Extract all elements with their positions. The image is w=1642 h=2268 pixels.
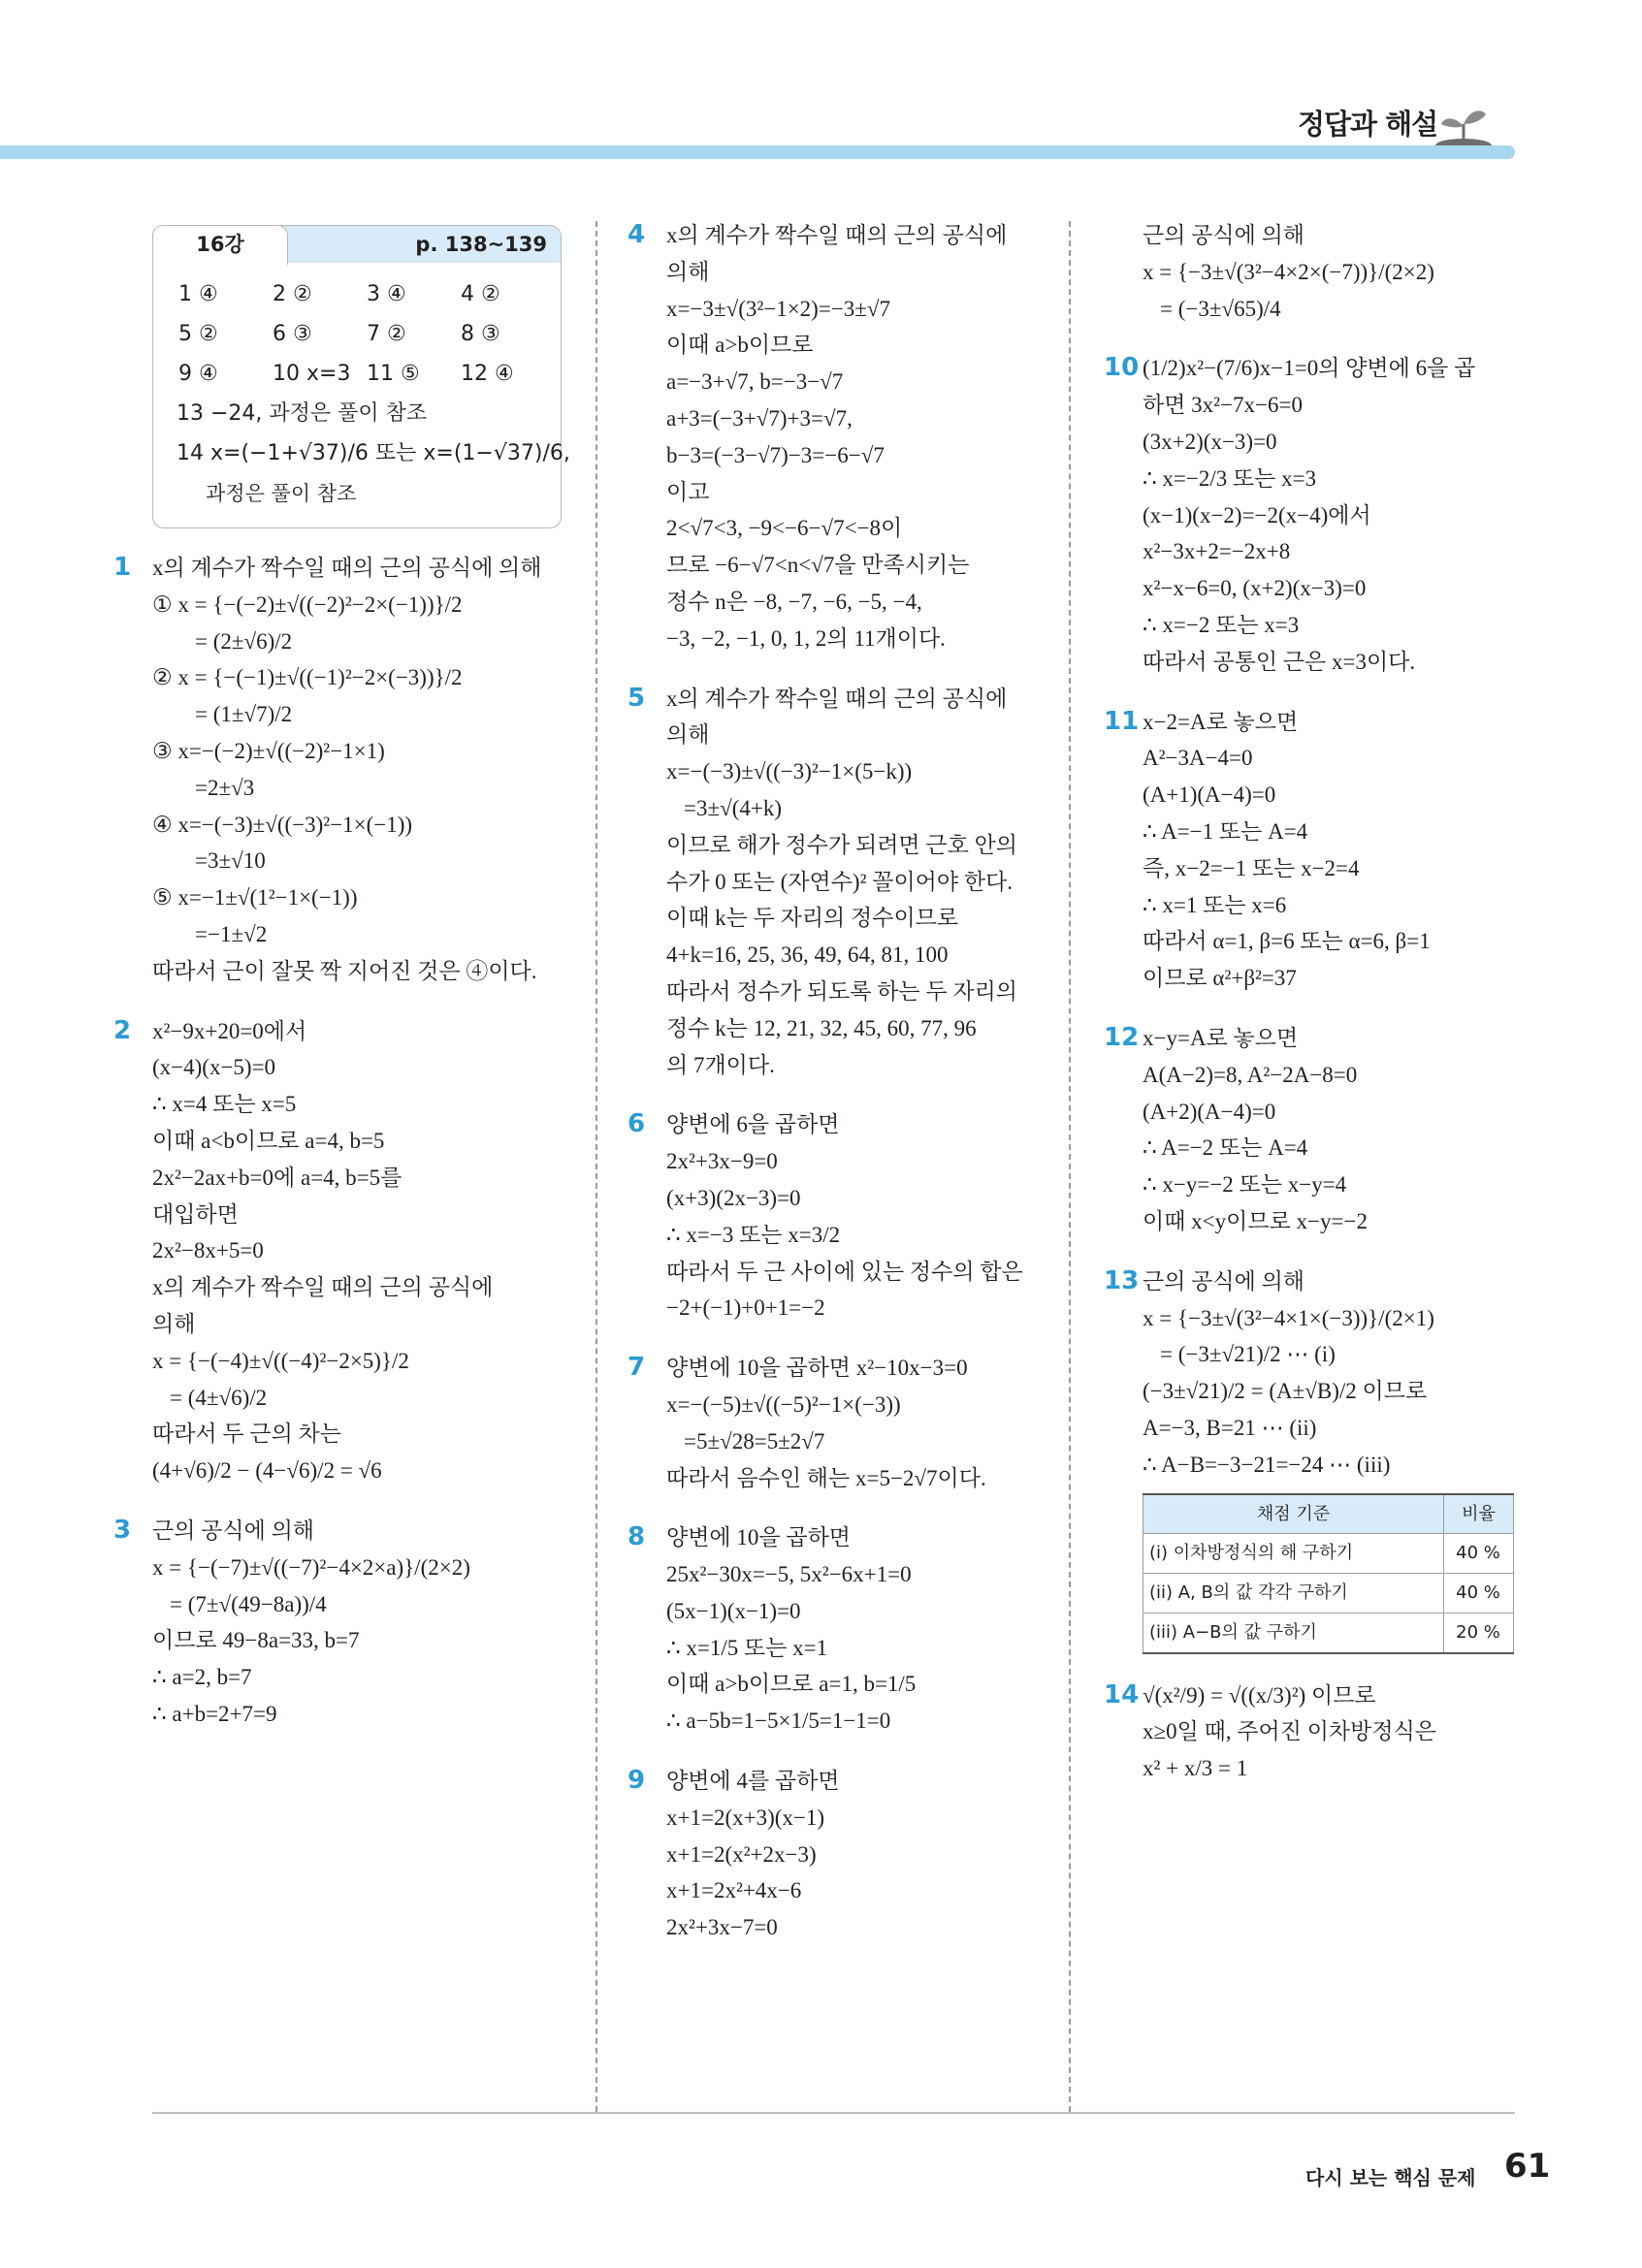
solution-line: 정수 k는 12, 21, 32, 45, 60, 77, 96 bbox=[666, 1015, 977, 1040]
solution-line: 따라서 근이 잘못 짝 지어진 것은 ④이다. bbox=[152, 958, 537, 983]
solution-line: ∴ A=−1 또는 A=4 bbox=[1143, 818, 1308, 844]
problem-number: 6 bbox=[628, 1109, 646, 1139]
solution-line: x²−9x+20=0에서 bbox=[152, 1018, 307, 1043]
grading-ratio: 40 % bbox=[1444, 1574, 1514, 1613]
answer-box-header bbox=[153, 226, 561, 263]
solution-line: x+1=2(x+3)(x−1) bbox=[666, 1805, 825, 1830]
answer-row bbox=[178, 274, 561, 314]
solution-line: =2±√3 bbox=[195, 775, 255, 800]
answer-cell: 5 ② bbox=[178, 322, 218, 346]
solution-line: A=−3, B=21 ⋯ (ii) bbox=[1143, 1415, 1317, 1440]
solution-line: ∴ a=2, b=7 bbox=[152, 1665, 252, 1690]
solution-line: x≥0일 때, 주어진 이차방정식은 bbox=[1143, 1719, 1437, 1744]
solution-line: 이때 a<b이므로 a=4, b=5 bbox=[152, 1128, 385, 1153]
solution-line: x−2=A로 놓으면 bbox=[1143, 709, 1299, 734]
solution-line: ∴ x=−2 또는 x=3 bbox=[1143, 612, 1300, 637]
solution-line: 이때 x<y이므로 x−y=−2 bbox=[1143, 1208, 1368, 1233]
solution-4 bbox=[628, 217, 1049, 657]
solution-line: 이므로 해가 정수가 되려면 근호 안의 bbox=[666, 832, 1018, 857]
solution-line: 므로 −6−√7<n<√7을 만족시키는 bbox=[666, 553, 970, 578]
answer-row bbox=[178, 354, 561, 394]
answer-summary-box bbox=[152, 225, 570, 528]
column-2 bbox=[628, 217, 1049, 1969]
table-row bbox=[1143, 1613, 1514, 1652]
solution-line: x²−x−6=0, (x+2)(x−3)=0 bbox=[1143, 576, 1367, 601]
solution-line: 이때 a>b이므로 bbox=[666, 333, 814, 358]
solution-line: 4+k=16, 25, 36, 49, 64, 81, 100 bbox=[666, 942, 949, 968]
answer-cell: 1 ④ bbox=[178, 282, 218, 306]
solution-line: 이때 a>b이므로 a=1, b=1/5 bbox=[666, 1672, 917, 1697]
solution-5 bbox=[628, 681, 1049, 1084]
solution-line: x=−3±√(3²−1×2)=−3±√7 bbox=[666, 296, 891, 321]
grading-criterion: (i) 이차방정식의 해 구하기 bbox=[1143, 1534, 1444, 1574]
solution-line: ∴ a+b=2+7=9 bbox=[152, 1701, 277, 1726]
solution-line: 의해 bbox=[666, 259, 710, 284]
solution-line: b−3=(−3−√7)−3=−6−√7 bbox=[666, 442, 885, 467]
solution-line: ∴ x=−3 또는 x=3/2 bbox=[666, 1222, 841, 1247]
solution-line: x+1=2(x²+2x−3) bbox=[666, 1841, 817, 1867]
answer-cell: 7 ② bbox=[367, 322, 406, 346]
answer-cell: 10 x=3 bbox=[273, 362, 351, 386]
solution-line: 2x²+3x−7=0 bbox=[666, 1915, 778, 1940]
answer-13: 13 −24, 과정은 풀이 참조 bbox=[177, 401, 428, 426]
solution-line: ∴ x=1 또는 x=6 bbox=[1143, 892, 1287, 917]
answer-cell: 3 ④ bbox=[367, 282, 406, 306]
problem-number: 13 bbox=[1104, 1265, 1140, 1295]
grading-criterion: (iii) A−B의 값 구하기 bbox=[1143, 1613, 1444, 1652]
solution-line: x=−(−5)±√((−5)²−1×(−3)) bbox=[666, 1391, 901, 1417]
solution-line: x²−3x+2=−2x+8 bbox=[1143, 539, 1291, 564]
solution-line: √(x²/9) = √((x/3)²) 이므로 bbox=[1143, 1682, 1376, 1708]
solution-line: 의해 bbox=[152, 1311, 196, 1336]
solution-line: 의 7개이다. bbox=[666, 1052, 775, 1077]
problem-number: 14 bbox=[1104, 1679, 1140, 1709]
solution-7 bbox=[628, 1350, 1049, 1496]
solution-line: ① x = {−(−2)±√((−2)²−2×(−1))}/2 bbox=[152, 591, 463, 617]
answer-cell: 9 ④ bbox=[178, 362, 218, 386]
grading-table bbox=[1143, 1493, 1514, 1654]
solution-line: A²−3A−4=0 bbox=[1143, 746, 1253, 771]
solution-line: ∴ x=−2/3 또는 x=3 bbox=[1143, 465, 1317, 491]
solution-10 bbox=[1104, 350, 1515, 680]
answer-cell: 8 ③ bbox=[461, 322, 500, 346]
solution-line: A(A−2)=8, A²−2A−8=0 bbox=[1143, 1062, 1358, 1087]
solution-13 bbox=[1104, 1263, 1515, 1654]
solution-11 bbox=[1104, 704, 1515, 997]
answer-cell: 12 ④ bbox=[461, 362, 514, 386]
grading-ratio: 40 % bbox=[1444, 1534, 1514, 1574]
solution-line: 2<√7<3, −9<−6−√7<−8이 bbox=[666, 516, 903, 541]
solution-line: ∴ a−5b=1−5×1/5=1−1=0 bbox=[666, 1709, 891, 1734]
solution-line: 근의 공식에 의해 bbox=[1143, 223, 1305, 247]
problem-number: 12 bbox=[1104, 1022, 1140, 1052]
solution-line: 2x²+3x−9=0 bbox=[666, 1149, 778, 1174]
column-3 bbox=[1104, 217, 1515, 1810]
problem-number: 10 bbox=[1104, 353, 1140, 383]
solution-line: = (−3±√21)/2 ⋯ (i) bbox=[1160, 1342, 1336, 1367]
solution-line: = (1±√7)/2 bbox=[195, 702, 293, 727]
solution-line: = (7±√(49−8a))/4 bbox=[170, 1591, 327, 1616]
solution-8 bbox=[628, 1519, 1049, 1740]
solution-line: −2+(−1)+0+1=−2 bbox=[666, 1295, 825, 1321]
solution-line: x의 계수가 짝수일 때의 근의 공식에 bbox=[666, 223, 1008, 247]
solution-line: (1/2)x²−(7/6)x−1=0의 양변에 6을 곱 bbox=[1143, 356, 1476, 381]
solution-line: 따라서 음수인 해는 x=5−2√7이다. bbox=[666, 1465, 986, 1490]
solution-line: 2x²−2ax+b=0에 a=4, b=5를 bbox=[152, 1165, 402, 1190]
solution-line: x=−(−3)±√((−3)²−1×(5−k)) bbox=[666, 759, 913, 784]
solution-line: 이므로 49−8a=33, b=7 bbox=[152, 1628, 360, 1653]
problem-number: 8 bbox=[628, 1522, 646, 1552]
solution-line: =3±√(4+k) bbox=[684, 795, 783, 820]
solution-line: 대입하면 bbox=[152, 1201, 239, 1227]
problem-number: 7 bbox=[628, 1353, 646, 1383]
solution-line: =3±√10 bbox=[195, 848, 266, 874]
grading-header-ratio: 비율 bbox=[1444, 1494, 1514, 1534]
answer-grid bbox=[153, 263, 561, 394]
solution-line: 이고 bbox=[666, 479, 710, 504]
solution-line: ④ x=−(−3)±√((−3)²−1×(−1)) bbox=[152, 812, 413, 837]
solution-line: a+3=(−3+√7)+3=√7, bbox=[666, 405, 853, 431]
solution-line: 따라서 공통인 근은 x=3이다. bbox=[1143, 649, 1416, 674]
table-row bbox=[1143, 1574, 1514, 1613]
table-row bbox=[1143, 1534, 1514, 1574]
footer-rule bbox=[152, 2112, 1515, 2114]
solution-line: x = {−(−4)±√((−4)²−2×5)}/2 bbox=[152, 1348, 409, 1373]
problem-number: 3 bbox=[113, 1515, 132, 1545]
solution-line: (x−1)(x−2)=−2(x−4)에서 bbox=[1143, 502, 1371, 527]
solution-line: 25x²−30x=−5, 5x²−6x+1=0 bbox=[666, 1562, 912, 1587]
solution-line: 이므로 α²+β²=37 bbox=[1143, 966, 1297, 991]
solution-line: −3, −2, −1, 0, 1, 2의 11개이다. bbox=[666, 625, 946, 651]
solution-line: (A+2)(A−4)=0 bbox=[1143, 1099, 1276, 1124]
solution-3 bbox=[113, 1513, 579, 1733]
solution-line: 양변에 6을 곱하면 bbox=[666, 1112, 840, 1137]
solution-line: 근의 공식에 의해 bbox=[152, 1517, 315, 1543]
solution-line: x = {−3±√(3²−4×1×(−3))}/(2×1) bbox=[1143, 1305, 1434, 1330]
solution-line: 따라서 두 근 사이에 있는 정수의 합은 bbox=[666, 1259, 1023, 1284]
solution-line: ∴ x=1/5 또는 x=1 bbox=[666, 1635, 828, 1660]
solution-line: 양변에 10을 곱하면 bbox=[666, 1525, 852, 1550]
solution-12 bbox=[1104, 1020, 1515, 1240]
solution-line: x = {−(−7)±√((−7)²−4×2×a)}/(2×2) bbox=[152, 1554, 470, 1580]
solution-line: x² + x/3 = 1 bbox=[1143, 1756, 1248, 1781]
solution-line: (4+√6)/2 − (4−√6)/2 = √6 bbox=[152, 1458, 382, 1484]
solution-line: x의 계수가 짝수일 때의 근의 공식에 의해 bbox=[152, 556, 542, 580]
solution-line: =−1±√2 bbox=[195, 921, 268, 946]
solution-6 bbox=[628, 1106, 1049, 1326]
solution-line: (x−4)(x−5)=0 bbox=[152, 1055, 276, 1080]
solution-9 bbox=[628, 1763, 1049, 1946]
solution-line: =5±√28=5±2√7 bbox=[684, 1428, 825, 1453]
solution-line: (3x+2)(x−3)=0 bbox=[1143, 429, 1277, 454]
solution-line: 의해 bbox=[666, 722, 710, 748]
solution-line: 즉, x−2=−1 또는 x−2=4 bbox=[1143, 855, 1360, 880]
solution-line: = (4±√6)/2 bbox=[170, 1385, 268, 1410]
solution-line: ∴ A−B=−3−21=−24 ⋯ (iii) bbox=[1143, 1452, 1391, 1477]
solution-9-continued bbox=[1143, 217, 1515, 327]
solution-line: 근의 공식에 의해 bbox=[1143, 1268, 1305, 1294]
solution-line: ② x = {−(−1)±√((−1)²−2×(−3))}/2 bbox=[152, 665, 463, 690]
page-reference: p. 138~139 bbox=[415, 233, 547, 256]
lesson-tab: 16강 bbox=[152, 225, 288, 265]
solution-line: = (−3±√65)/4 bbox=[1160, 296, 1281, 321]
grading-ratio: 20 % bbox=[1444, 1613, 1514, 1652]
solution-line: 따라서 정수가 되도록 하는 두 자리의 bbox=[666, 978, 1018, 1004]
column-divider-1 bbox=[596, 221, 597, 2112]
solution-line: (5x−1)(x−1)=0 bbox=[666, 1598, 801, 1623]
column-1 bbox=[113, 225, 579, 1756]
solution-1 bbox=[113, 550, 579, 990]
answer-14-note: 과정은 풀이 참조 bbox=[206, 482, 357, 505]
solution-line: 수가 0 또는 (자연수)² 꼴이어야 한다. bbox=[666, 869, 1014, 894]
grading-criterion: (ii) A, B의 값 각각 구하기 bbox=[1143, 1574, 1444, 1613]
solution-line: = (2±√6)/2 bbox=[195, 628, 293, 654]
solution-line: (x+3)(2x−3)=0 bbox=[666, 1185, 801, 1210]
grading-header-criteria: 채점 기준 bbox=[1143, 1494, 1444, 1534]
solution-line: 양변에 10을 곱하면 x²−10x−3=0 bbox=[666, 1356, 968, 1381]
solution-line: (A+1)(A−4)=0 bbox=[1143, 783, 1276, 808]
solution-line: x = {−3±√(3²−4×2×(−7))}/(2×2) bbox=[1143, 259, 1434, 284]
solution-2 bbox=[113, 1013, 579, 1489]
solution-line: ∴ x−y=−2 또는 x−y=4 bbox=[1143, 1172, 1347, 1198]
header-band bbox=[0, 145, 1515, 159]
footer-label: 다시 보는 핵심 문제 bbox=[1305, 2166, 1476, 2189]
answer-cell: 6 ③ bbox=[273, 322, 312, 346]
solution-line: 2x²−8x+5=0 bbox=[152, 1238, 264, 1263]
answer-cell: 11 ⑤ bbox=[367, 362, 420, 386]
answer-cell: 4 ② bbox=[461, 282, 500, 306]
solution-line: 양변에 4를 곱하면 bbox=[666, 1769, 840, 1794]
problem-number: 5 bbox=[628, 683, 646, 713]
problem-number: 2 bbox=[113, 1015, 132, 1045]
problem-number: 1 bbox=[113, 553, 132, 582]
solution-line: a=−3+√7, b=−3−√7 bbox=[666, 369, 844, 395]
solution-line: 따라서 α=1, β=6 또는 α=6, β=1 bbox=[1143, 929, 1431, 954]
answer-14: 14 x=(−1+√37)/6 또는 x=(1−√37)/6, bbox=[177, 441, 570, 465]
solution-line: ∴ A=−2 또는 A=4 bbox=[1143, 1135, 1308, 1161]
solution-line: x−y=A로 놓으면 bbox=[1143, 1025, 1299, 1050]
solution-line: 따라서 두 근의 차는 bbox=[152, 1421, 341, 1447]
problem-number: 4 bbox=[628, 220, 646, 249]
solution-line: x의 계수가 짝수일 때의 근의 공식에 bbox=[666, 686, 1008, 711]
page-number: 61 bbox=[1504, 2147, 1551, 2186]
solution-line: (−3±√21)/2 = (A±√B)/2 이므로 bbox=[1143, 1379, 1428, 1404]
solution-line: ⑤ x=−1±√(1²−1×(−1)) bbox=[152, 885, 358, 910]
solution-line: ③ x=−(−2)±√((−2)²−1×1) bbox=[152, 738, 385, 763]
answer-cell: 2 ② bbox=[273, 282, 312, 306]
solution-line: x의 계수가 짝수일 때의 근의 공식에 bbox=[152, 1275, 494, 1300]
solution-line: 정수 n은 −8, −7, −6, −5, −4, bbox=[666, 589, 922, 614]
answer-row bbox=[178, 314, 561, 354]
section-title: 정답과 해설 bbox=[1298, 108, 1438, 141]
problem-number: 11 bbox=[1104, 706, 1140, 736]
solution-14 bbox=[1104, 1677, 1515, 1787]
problem-number: 9 bbox=[628, 1766, 646, 1796]
solution-line: x+1=2x²+4x−6 bbox=[666, 1878, 802, 1903]
column-divider-2 bbox=[1069, 221, 1071, 2112]
solution-line: 하면 3x²−7x−6=0 bbox=[1143, 393, 1303, 418]
solution-line: 이때 k는 두 자리의 정수이므로 bbox=[666, 906, 959, 931]
solution-line: ∴ x=4 또는 x=5 bbox=[152, 1092, 297, 1117]
